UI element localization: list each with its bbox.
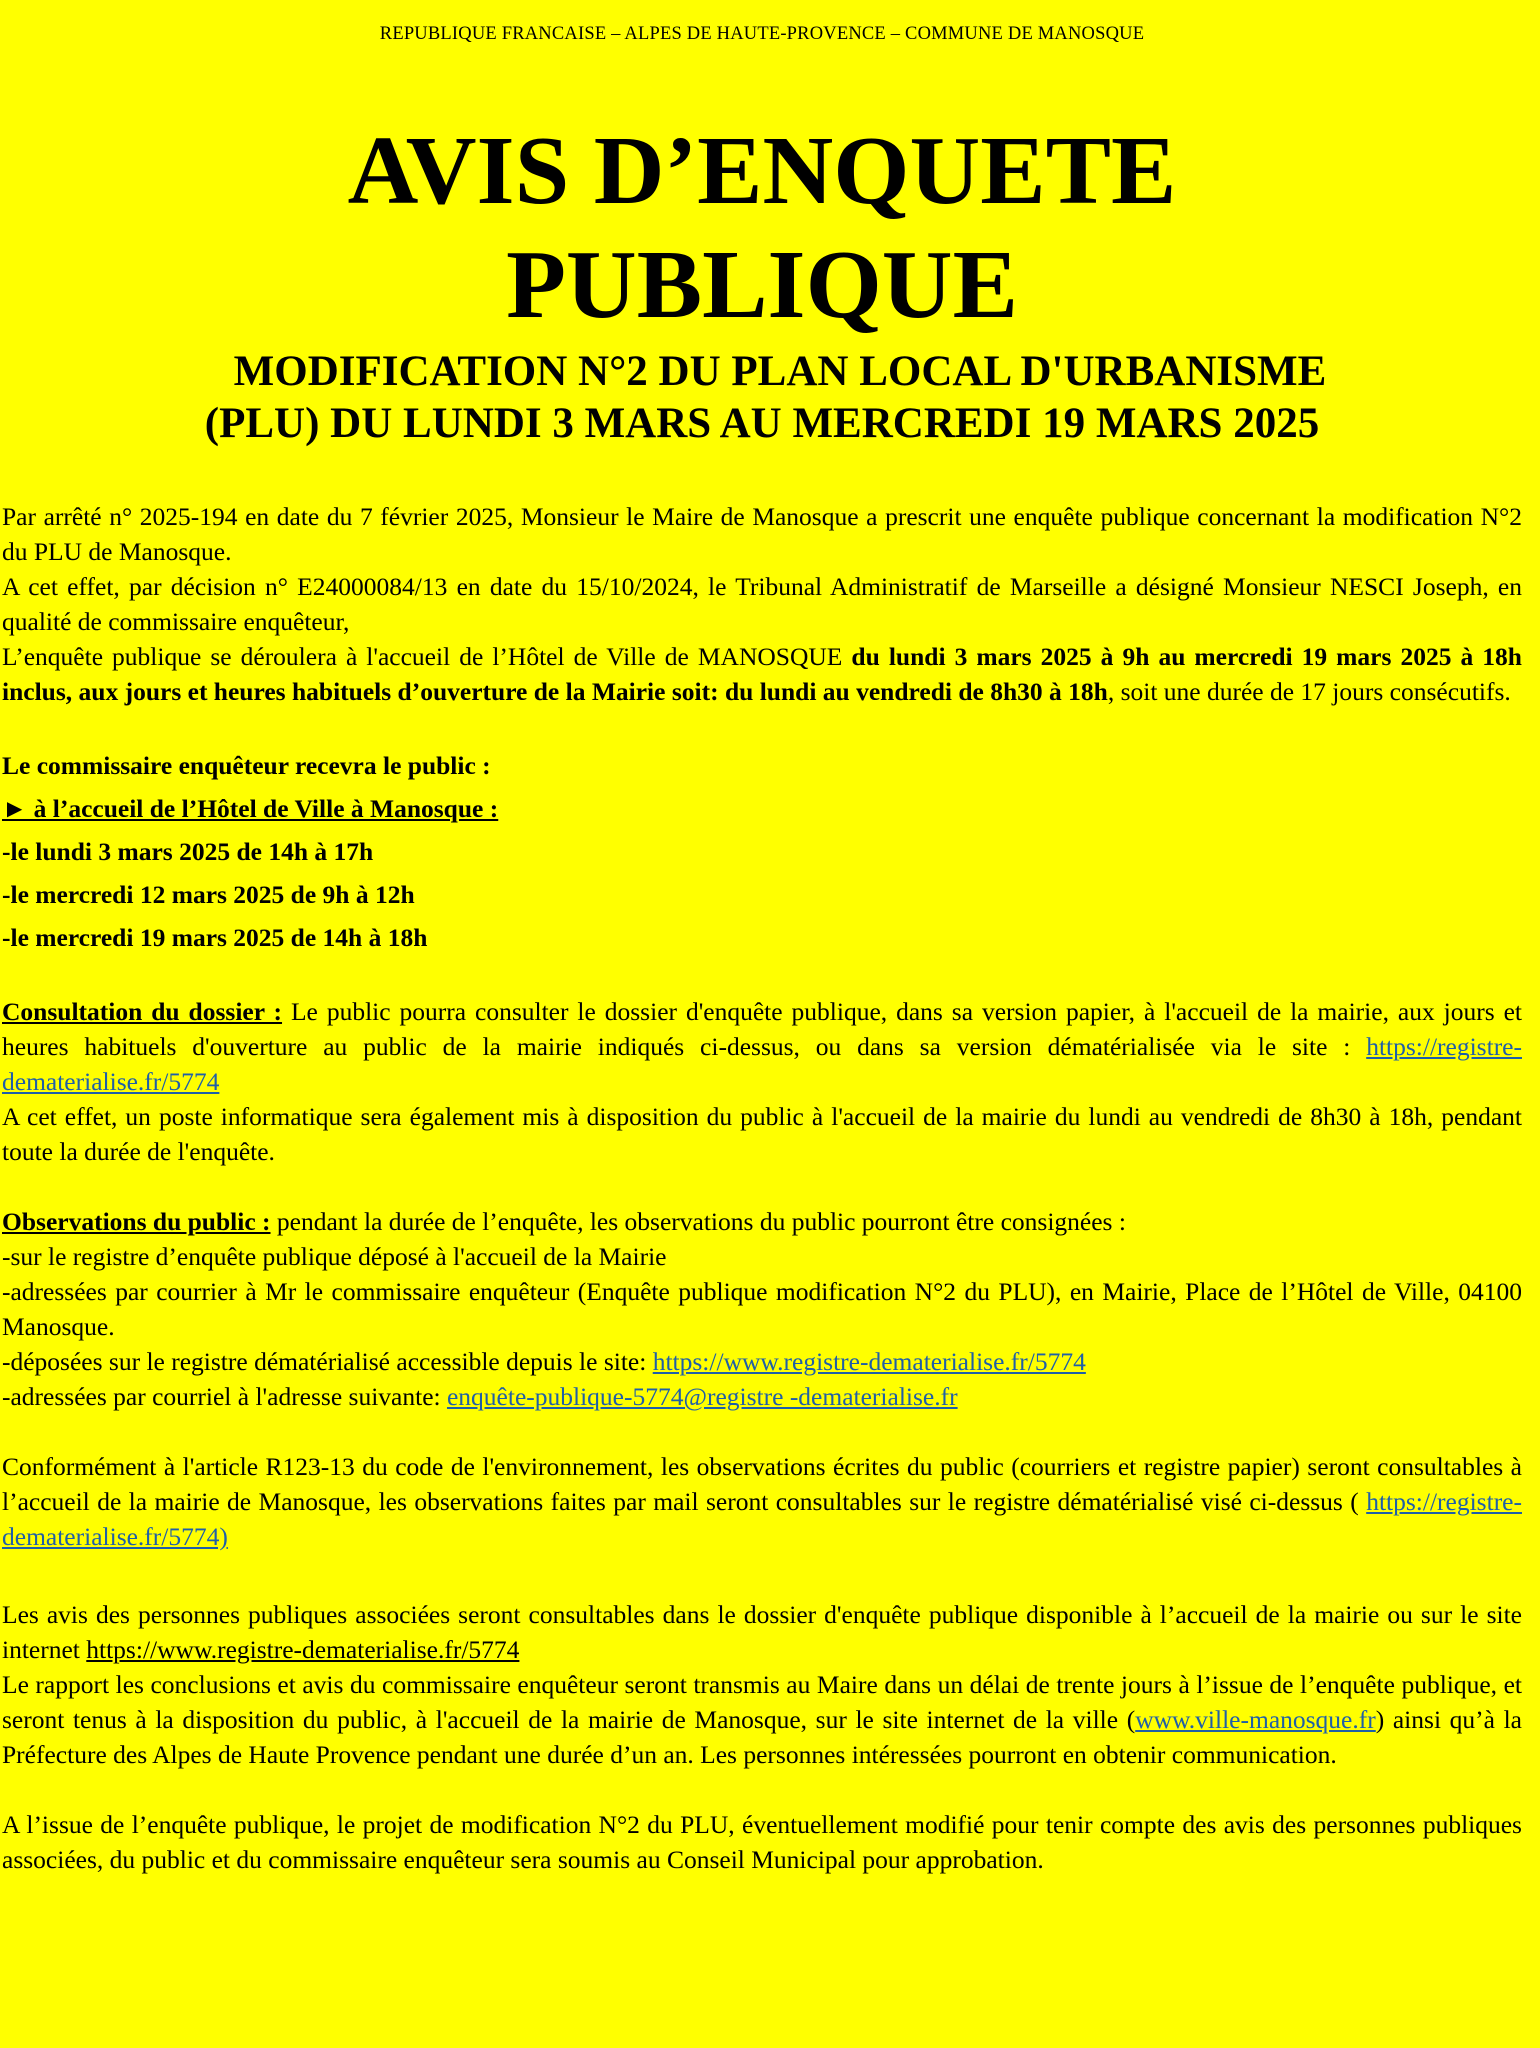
header-line: REPUBLIQUE FRANCAISE – ALPES DE HAUTE-PROVENCE – COMMUNE DE MANOSQUE bbox=[379, 24, 1145, 44]
observations-line: -sur le registre d’enquête publique déposé à l'accueil de la Mairie bbox=[2, 1242, 667, 1271]
intro-paragraph-1: Par arrêté n° 2025-194 en date du 7 février 2025, Monsieur le Maire de Manosque a prescrit une enquête publique concernant la modification N°2 du PLU de Manosque. bbox=[2, 502, 1522, 566]
main-title-line-1: AVIS D’ENQUETE bbox=[347, 117, 1177, 225]
schedule-item: -le mercredi 12 mars 2025 de 9h à 12h bbox=[2, 880, 415, 909]
observations-text: pendant la durée de l’enquête, les observations du public pourront être consignées : bbox=[270, 1207, 1126, 1236]
observations-intro bbox=[2, 1204, 1522, 1239]
consultation-link[interactable]: https://registre- dematerialise.fr/5774 bbox=[2, 1032, 1522, 1096]
conformement-text: Conformément à l'article R123-13 du code de l'environnement, les observations écrites du public (courriers et registre papier) seront consultables à l’accueil de la mairie de Manosque, les observations faites par mail seront consultables sur le registre dématérialisé visé ci-dessus ( bbox=[2, 1452, 1522, 1516]
notice-body bbox=[2, 499, 1522, 1877]
rapport-paragraph bbox=[2, 1667, 1522, 1772]
conclusion-paragraph: A l’issue de l’enquête publique, le projet de modification N°2 du PLU, éventuellement modifié pour tenir compte des avis des personnes publiques associées, du public et du commissaire enquêteur sera soumis au Conseil Municipal pour approbation. bbox=[2, 1810, 1522, 1874]
intro-p3-dates: du lundi 3 mars 2025 à 9h au mercredi 19 mars 2025 à 18h inclus, aux jours et heures habituels d’ouverture de la Mairie soit: du lundi au vendredi de 8h30 à 18h bbox=[2, 642, 1522, 706]
intro-p3-end: , soit une durée de 17 jours consécutifs. bbox=[1107, 677, 1511, 706]
observations-line bbox=[2, 1344, 1522, 1379]
schedule-heading: Le commissaire enquêteur recevra le public : bbox=[2, 751, 491, 780]
ville-link[interactable]: www.ville-manosque.fr bbox=[1135, 1705, 1376, 1734]
consultation-paragraph-2: A cet effet, un poste informatique sera également mis à disposition du public à l'accueil de la mairie du lundi au vendredi de 8h30 à 18h, pendant toute la durée de l'enquête. bbox=[2, 1102, 1522, 1166]
main-title-line-2: PUBLIQUE bbox=[506, 231, 1018, 339]
intro-paragraph-2: A cet effet, par décision n° E24000084/13 en date du 15/10/2024, le Tribunal Administratif de Marseille a désigné Monsieur NESCI Joseph, en qualité de commissaire enquêteur, bbox=[2, 572, 1522, 636]
main-title bbox=[2, 114, 1522, 342]
schedule-location: ► à l’accueil de l’Hôtel de Ville à Manosque : bbox=[2, 794, 499, 823]
observations-label: Observations du public : bbox=[2, 1207, 271, 1236]
rapport-text-1: Le rapport les conclusions et avis du commissaire enquêteur seront transmis au Maire dans un délai de trente jours à l’issue de l’enquête publique, et seront tenus à la disposition du public, à l'accueil de la mairie de Manosque, sur le site internet de la ville ( bbox=[2, 1670, 1522, 1734]
schedule-item: -le mercredi 19 mars 2025 de 14h à 18h bbox=[2, 923, 428, 952]
avis-link[interactable]: https://www.registre-dematerialise.fr/5774 bbox=[86, 1635, 520, 1664]
consultation-text: Le public pourra consulter le dossier d'enquête publique, dans sa version papier, à l'accueil de la mairie, aux jours et heures habituels d'ouverture au public de la mairie indiqués ci-dessus, ou dans sa version dématérialisée via le site : bbox=[2, 997, 1522, 1061]
schedule-section bbox=[2, 744, 1522, 959]
observations-line-3-text: -déposées sur le registre dématérialisé accessible depuis le site: bbox=[2, 1347, 653, 1376]
consultation-paragraph bbox=[2, 994, 1522, 1099]
consultation-label: Consultation du dossier : bbox=[2, 997, 283, 1026]
observations-line: -adressées par courrier à Mr le commissaire enquêteur (Enquête publique modification N°2 du PLU), en Mairie, Place de l’Hôtel de Ville, 04100 Manosque. bbox=[2, 1277, 1522, 1341]
avis-text: Les avis des personnes publiques associées seront consultables dans le dossier d'enquête publique disponible à l’accueil de la mairie ou sur le site internet bbox=[2, 1600, 1522, 1664]
observations-line-4-text: -adressées par courriel à l'adresse suivante: bbox=[2, 1382, 447, 1411]
intro-p3-start: L’enquête publique se déroulera à l'accueil de l’Hôtel de Ville de MANOSQUE bbox=[2, 642, 852, 671]
rapport-text-2: ) ainsi qu’à la Préfecture des Alpes de Haute Provence pendant une durée d’un an. Les personnes intéressées pourront en obtenir communication. bbox=[2, 1705, 1522, 1769]
registre-link[interactable]: https://www.registre-dematerialise.fr/5774 bbox=[652, 1347, 1086, 1376]
conformement-link[interactable]: https://registre- dematerialise.fr/5774) bbox=[2, 1487, 1522, 1551]
intro-paragraph-3 bbox=[2, 639, 1522, 709]
email-link[interactable]: enquête-publique-5774@registre -dematerialise.fr bbox=[446, 1382, 958, 1411]
subtitle-line-2: (PLU) DU LUNDI 3 MARS AU MERCREDI 19 MARS 2025 bbox=[204, 400, 1320, 447]
schedule-item: -le lundi 3 mars 2025 de 14h à 17h bbox=[2, 837, 374, 866]
conformement-paragraph bbox=[2, 1449, 1522, 1554]
subtitle bbox=[2, 346, 1522, 450]
observations-line bbox=[2, 1379, 1522, 1414]
subtitle-line-1: MODIFICATION N°2 DU PLAN LOCAL D'URBANISME bbox=[233, 348, 1327, 395]
avis-paragraph bbox=[2, 1597, 1522, 1667]
